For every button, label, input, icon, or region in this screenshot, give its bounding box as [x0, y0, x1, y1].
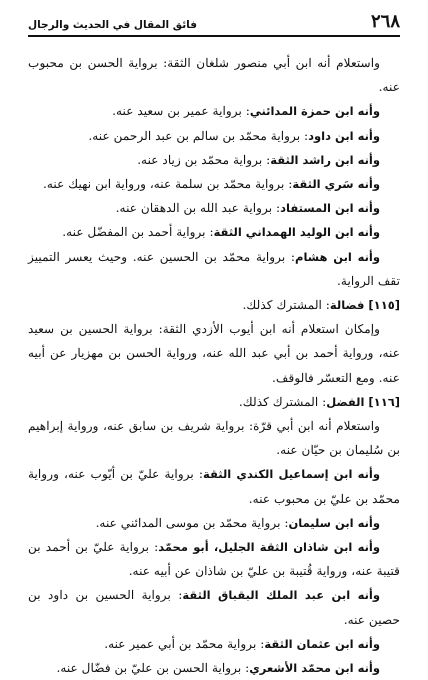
paragraph-text: : المشترك كذلك.	[238, 394, 327, 409]
paragraph-text: : برواية عليّ بن أيّوب عنه، ورواية محمّد بن عليّ بن محبوب عنه.	[28, 467, 400, 506]
running-title: فائق المقال في الحديث والرجال	[28, 19, 197, 31]
section-title: الفضل	[326, 394, 365, 409]
paragraph-lead: وأنه ابن راشد الثقة	[270, 152, 380, 167]
paragraph	[28, 656, 400, 680]
paragraph	[28, 245, 400, 293]
paragraph-text: : برواية أحمد بن المفضّل عنه.	[62, 225, 214, 240]
paragraph-lead: وأنه ابن داود	[308, 128, 380, 143]
paragraph	[28, 51, 400, 99]
section-heading	[28, 390, 400, 414]
paragraph-text: : برواية محمّد بن الحسين عنه. وحيث يعسر التمييز تقف الرواية.	[28, 249, 400, 288]
paragraph-text: واستعلام أنه ابن أبي قرّة: برواية شريف بن سابق عنه، ورواية إبراهيم بن سُليمان بن حيّان عنه.	[28, 419, 400, 458]
paragraph-text: : برواية محمّد بن موسى المدائني عنه.	[95, 515, 289, 530]
paragraph	[28, 220, 400, 244]
paragraph	[28, 196, 400, 220]
document-page	[28, 10, 400, 680]
paragraph-text: : برواية الحسن بن عليّ بن فضّال عنه.	[56, 661, 250, 676]
page-header	[28, 10, 400, 37]
paragraph-text: : المشترك كذلك.	[242, 298, 330, 313]
paragraph-text: : برواية محمّد بن سالم بن عبد الرحمن عنه.	[88, 128, 309, 143]
paragraph-lead: وأنه ابن الوليد الهمداني الثقة	[213, 225, 380, 240]
paragraph-text: : برواية الحسين بن داود بن حصين عنه.	[28, 588, 400, 627]
paragraph	[28, 148, 400, 172]
paragraph	[28, 124, 400, 148]
paragraph-lead: وأنه ابن هشام	[295, 249, 380, 264]
paragraph-text: : برواية محمّد بن سلمة عنه، ورواية ابن نهيك عنه.	[43, 177, 293, 192]
paragraph	[28, 462, 400, 510]
section-heading	[28, 293, 400, 317]
paragraph-lead: وأنه ابن حمزة المدائني	[249, 104, 380, 119]
paragraph-text: واستعلام أنه ابن أبي منصور شلغان الثقة: برواية الحسن بن محبوب عنه.	[28, 56, 400, 95]
paragraph	[28, 172, 400, 196]
paragraph-text: : برواية عبد الله بن الدهقان عنه.	[115, 201, 281, 216]
section-number: [١١٦]	[368, 394, 400, 409]
paragraph-text: : برواية محمّد بن زياد عنه.	[137, 152, 271, 167]
paragraph-text: : برواية عليّ بن أحمد بن قتيبة عنه، ورواية قُتيبة بن عليّ بن شاذان عن أبيه عنه.	[28, 540, 400, 579]
paragraph	[28, 632, 400, 656]
paragraph	[28, 583, 400, 631]
paragraph-text: : برواية عمير بن سعيد عنه.	[112, 104, 250, 119]
page-number: ٢٦٨	[370, 11, 400, 32]
paragraph-text: وإمكان استعلام أنه ابن أيوب الأزدي الثقة: برواية الحسين بن سعيد عنه، ورواية أحمد بن أبي عبد الله عنه، ورواية الحسن بن مهزيار عن أبيه عنه. ومع التعسّر فالوقف.	[28, 322, 400, 385]
section-number: [١١٥]	[368, 298, 400, 313]
paragraph-lead: وأنه ابن عبد الملك البقباق الثقة	[182, 588, 380, 603]
paragraph-lead: وأنه ابن عثمان الثقة	[264, 636, 380, 651]
body-text	[28, 51, 400, 680]
paragraph	[28, 535, 400, 583]
paragraph-lead: وأنه سَري الثقة	[292, 177, 380, 192]
section-title: فضالة	[329, 298, 365, 313]
paragraph	[28, 99, 400, 123]
paragraph	[28, 317, 400, 390]
paragraph-lead: وأنه ابن إسماعيل الكندي الثقة	[203, 467, 380, 482]
paragraph-lead: وأنه ابن محمّد الأشعري	[249, 661, 380, 676]
paragraph-lead: وأنه ابن شاذان الثقة الجليل، أبو محمّد	[158, 540, 380, 555]
paragraph-lead: وأنه ابن سليمان	[288, 515, 380, 530]
paragraph	[28, 414, 400, 462]
paragraph	[28, 511, 400, 535]
paragraph-text: : برواية محمّد بن أبي عمير عنه.	[104, 636, 265, 651]
paragraph-lead: وأنه ابن المستفاد	[280, 201, 380, 216]
